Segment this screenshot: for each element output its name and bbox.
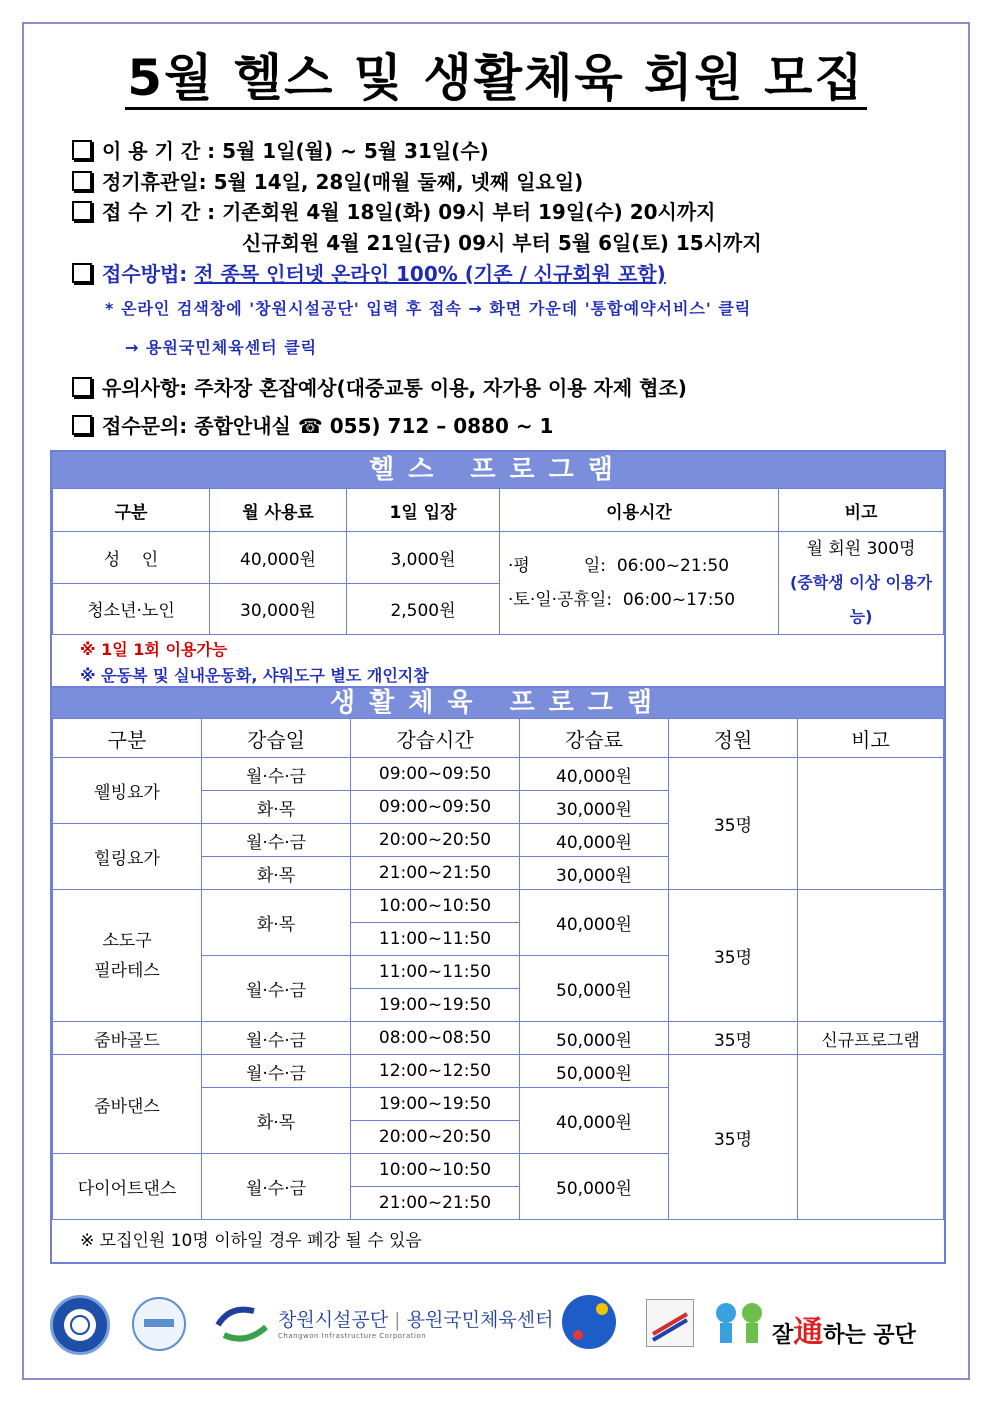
info-registration: 접 수 기 간 : 기존회원 4월 18일(화) 09시 부터 19일(수) 20시까지	[72, 196, 716, 225]
remark-capacity: 월 회원 300명	[806, 539, 916, 559]
table-row	[53, 532, 944, 584]
cell-time: 21:00~21:50	[351, 857, 520, 890]
life-program-section	[50, 686, 946, 1264]
checkbox-icon	[72, 377, 92, 397]
col-header: 월 사용료	[210, 489, 347, 532]
cell-days: 화·목	[202, 791, 351, 824]
health-notes	[52, 635, 944, 691]
org-name-text: 창원시설공단	[278, 1309, 389, 1331]
cell-days: 월·수·금	[202, 1055, 351, 1088]
health-heading: 헬스 프로그램	[52, 452, 944, 488]
note-bring-own: ※ 운동복 및 실내운동화, 샤워도구 별도 개인지참	[80, 666, 429, 685]
program-name: 힐링요가	[53, 824, 202, 890]
note-once-daily: ※ 1일 1회 이용가능	[80, 640, 228, 659]
cell-monthly: 40,000원	[210, 532, 347, 584]
cell-remark	[798, 1055, 944, 1220]
cell-capacity: 35명	[669, 1055, 798, 1220]
slogan	[772, 1307, 916, 1351]
org-name-english: Changwon Infrastructure Corporation	[278, 1332, 427, 1340]
center-name-text: 용원국민체육센터	[406, 1309, 554, 1331]
table-row	[53, 1022, 944, 1055]
cell-days: 화·목	[202, 857, 351, 890]
cell-daily: 3,000원	[347, 532, 500, 584]
col-header: 구분	[53, 719, 202, 758]
cell-days: 월·수·금	[202, 1022, 351, 1055]
cell-fee: 30,000원	[520, 857, 669, 890]
cell-time: 10:00~10:50	[351, 1154, 520, 1187]
health-program-section	[50, 450, 946, 693]
table-row	[53, 1055, 944, 1088]
slogan-post: 하는 공단	[823, 1323, 916, 1348]
certification-logo	[646, 1299, 694, 1347]
cell-time: 19:00~19:50	[351, 1088, 520, 1121]
life-heading: 생활체육 프로그램	[52, 688, 944, 718]
cell-days: 월·수·금	[202, 758, 351, 791]
info-caution: 유의사항: 주차장 혼잡예상(대중교통 이용, 자가용 이용 자제 협조)	[72, 372, 687, 401]
cell-capacity: 35명	[669, 1022, 798, 1055]
col-header: 1일 입장	[347, 489, 500, 532]
cell-days: 월·수·금	[202, 824, 351, 857]
cell-remark: 신규프로그램	[798, 1022, 944, 1055]
cell-days: 월·수·금	[202, 956, 351, 1022]
slogan-mid: 通	[793, 1315, 824, 1350]
program-name: 소도구 필라테스	[53, 890, 202, 1022]
slogan-pre: 잘	[772, 1323, 794, 1348]
program-name: 다이어트댄스	[53, 1154, 202, 1220]
info-inquiry: 접수문의: 종합안내실 ☎ 055) 712 – 0880 ~ 1	[72, 410, 553, 439]
cell-type: 성 인	[53, 532, 210, 584]
cell-hours	[500, 532, 779, 635]
checkbox-icon	[72, 201, 92, 221]
remark-age: (중학생 이상 이용가능)	[789, 573, 933, 626]
program-name: 줌바댄스	[53, 1055, 202, 1154]
cell-fee: 50,000원	[520, 1022, 669, 1055]
cell-fee: 30,000원	[520, 791, 669, 824]
cell-monthly: 30,000원	[210, 583, 347, 635]
info-period: 이 용 기 간 : 5월 1일(월) ~ 5월 31일(수)	[72, 135, 489, 164]
cell-time: 08:00~08:50	[351, 1022, 520, 1055]
checkbox-icon	[72, 263, 92, 283]
cell-capacity: 35명	[669, 890, 798, 1022]
cell-time: 21:00~21:50	[351, 1187, 520, 1220]
program-name: 줌바골드	[53, 1022, 202, 1055]
cell-capacity: 35명	[669, 758, 798, 890]
cell-time: 20:00~20:50	[351, 1121, 520, 1154]
checkbox-icon	[72, 171, 92, 191]
info-closed: 정기휴관일: 5월 14일, 28일(매월 둘째, 넷째 일요일)	[72, 166, 583, 195]
cell-fee: 40,000원	[520, 824, 669, 857]
life-footer-note: ※ 모집인원 10명 이하일 경우 폐강 될 수 있음	[80, 1231, 422, 1251]
life-table	[52, 718, 944, 1220]
cell-days: 월·수·금	[202, 1154, 351, 1220]
cell-remark	[798, 890, 944, 1022]
checkbox-icon	[72, 415, 92, 435]
col-header: 강습일	[202, 719, 351, 758]
method-note-2: → 용원국민체육센터 클릭	[125, 338, 318, 357]
col-header: 이용시간	[500, 489, 779, 532]
cell-type: 청소년·노인	[53, 583, 210, 635]
info-registration-new: 신규회원 4월 21일(금) 09시 부터 5월 6일(토) 15시까지	[242, 231, 762, 255]
cell-fee: 40,000원	[520, 758, 669, 791]
cell-time: 12:00~12:50	[351, 1055, 520, 1088]
cell-fee: 50,000원	[520, 1055, 669, 1088]
table-row	[53, 890, 944, 923]
hours-weekday: ·평 일: 06:00~21:50	[508, 556, 730, 576]
cell-fee: 40,000원	[520, 890, 669, 956]
col-header: 구분	[53, 489, 210, 532]
checkbox-icon	[72, 140, 92, 160]
logo-bar	[50, 1295, 950, 1355]
cell-remark	[798, 758, 944, 890]
happiness-logo	[210, 1299, 274, 1349]
cell-time: 09:00~09:50	[351, 791, 520, 824]
cell-fee: 50,000원	[520, 1154, 669, 1220]
cell-time: 20:00~20:50	[351, 824, 520, 857]
cell-fee: 40,000원	[520, 1088, 669, 1154]
cell-remark	[779, 532, 944, 635]
info-method: 접수방법: 전 종목 인터넷 온라인 100% (기존 / 신규회원 포함)	[72, 258, 666, 287]
program-name: 웰빙요가	[53, 758, 202, 824]
cell-fee: 50,000원	[520, 956, 669, 1022]
cell-time: 11:00~11:50	[351, 956, 520, 989]
cell-daily: 2,500원	[347, 583, 500, 635]
col-header: 비고	[779, 489, 944, 532]
col-header: 강습료	[520, 719, 669, 758]
cell-time: 09:00~09:50	[351, 758, 520, 791]
human-rights-logo	[50, 1295, 110, 1355]
col-header: 정원	[669, 719, 798, 758]
clean-world-logo	[562, 1295, 616, 1349]
cell-time: 11:00~11:50	[351, 923, 520, 956]
mascot-logo	[710, 1295, 770, 1349]
cell-time: 10:00~10:50	[351, 890, 520, 923]
cell-days: 화·목	[202, 890, 351, 956]
org-name: 창원시설공단 | 용원국민체육센터 Changwon Infrastructure Corporation	[278, 1309, 554, 1340]
table-row	[53, 758, 944, 791]
col-header: 강습시간	[351, 719, 520, 758]
cell-time: 19:00~19:50	[351, 989, 520, 1022]
consumer-centered-logo	[132, 1297, 186, 1351]
col-header: 비고	[798, 719, 944, 758]
hours-weekend: ·토·일·공휴일: 06:00~17:50	[508, 590, 736, 610]
health-table	[52, 488, 944, 635]
cell-days: 화·목	[202, 1088, 351, 1154]
page-title: 5월 헬스 및 생활체육 회원 모집	[0, 38, 992, 110]
method-note-1: * 온라인 검색창에 '창원시설공단' 입력 후 접속 → 화면 가운데 '통합예약서비스' 클릭	[105, 299, 752, 318]
